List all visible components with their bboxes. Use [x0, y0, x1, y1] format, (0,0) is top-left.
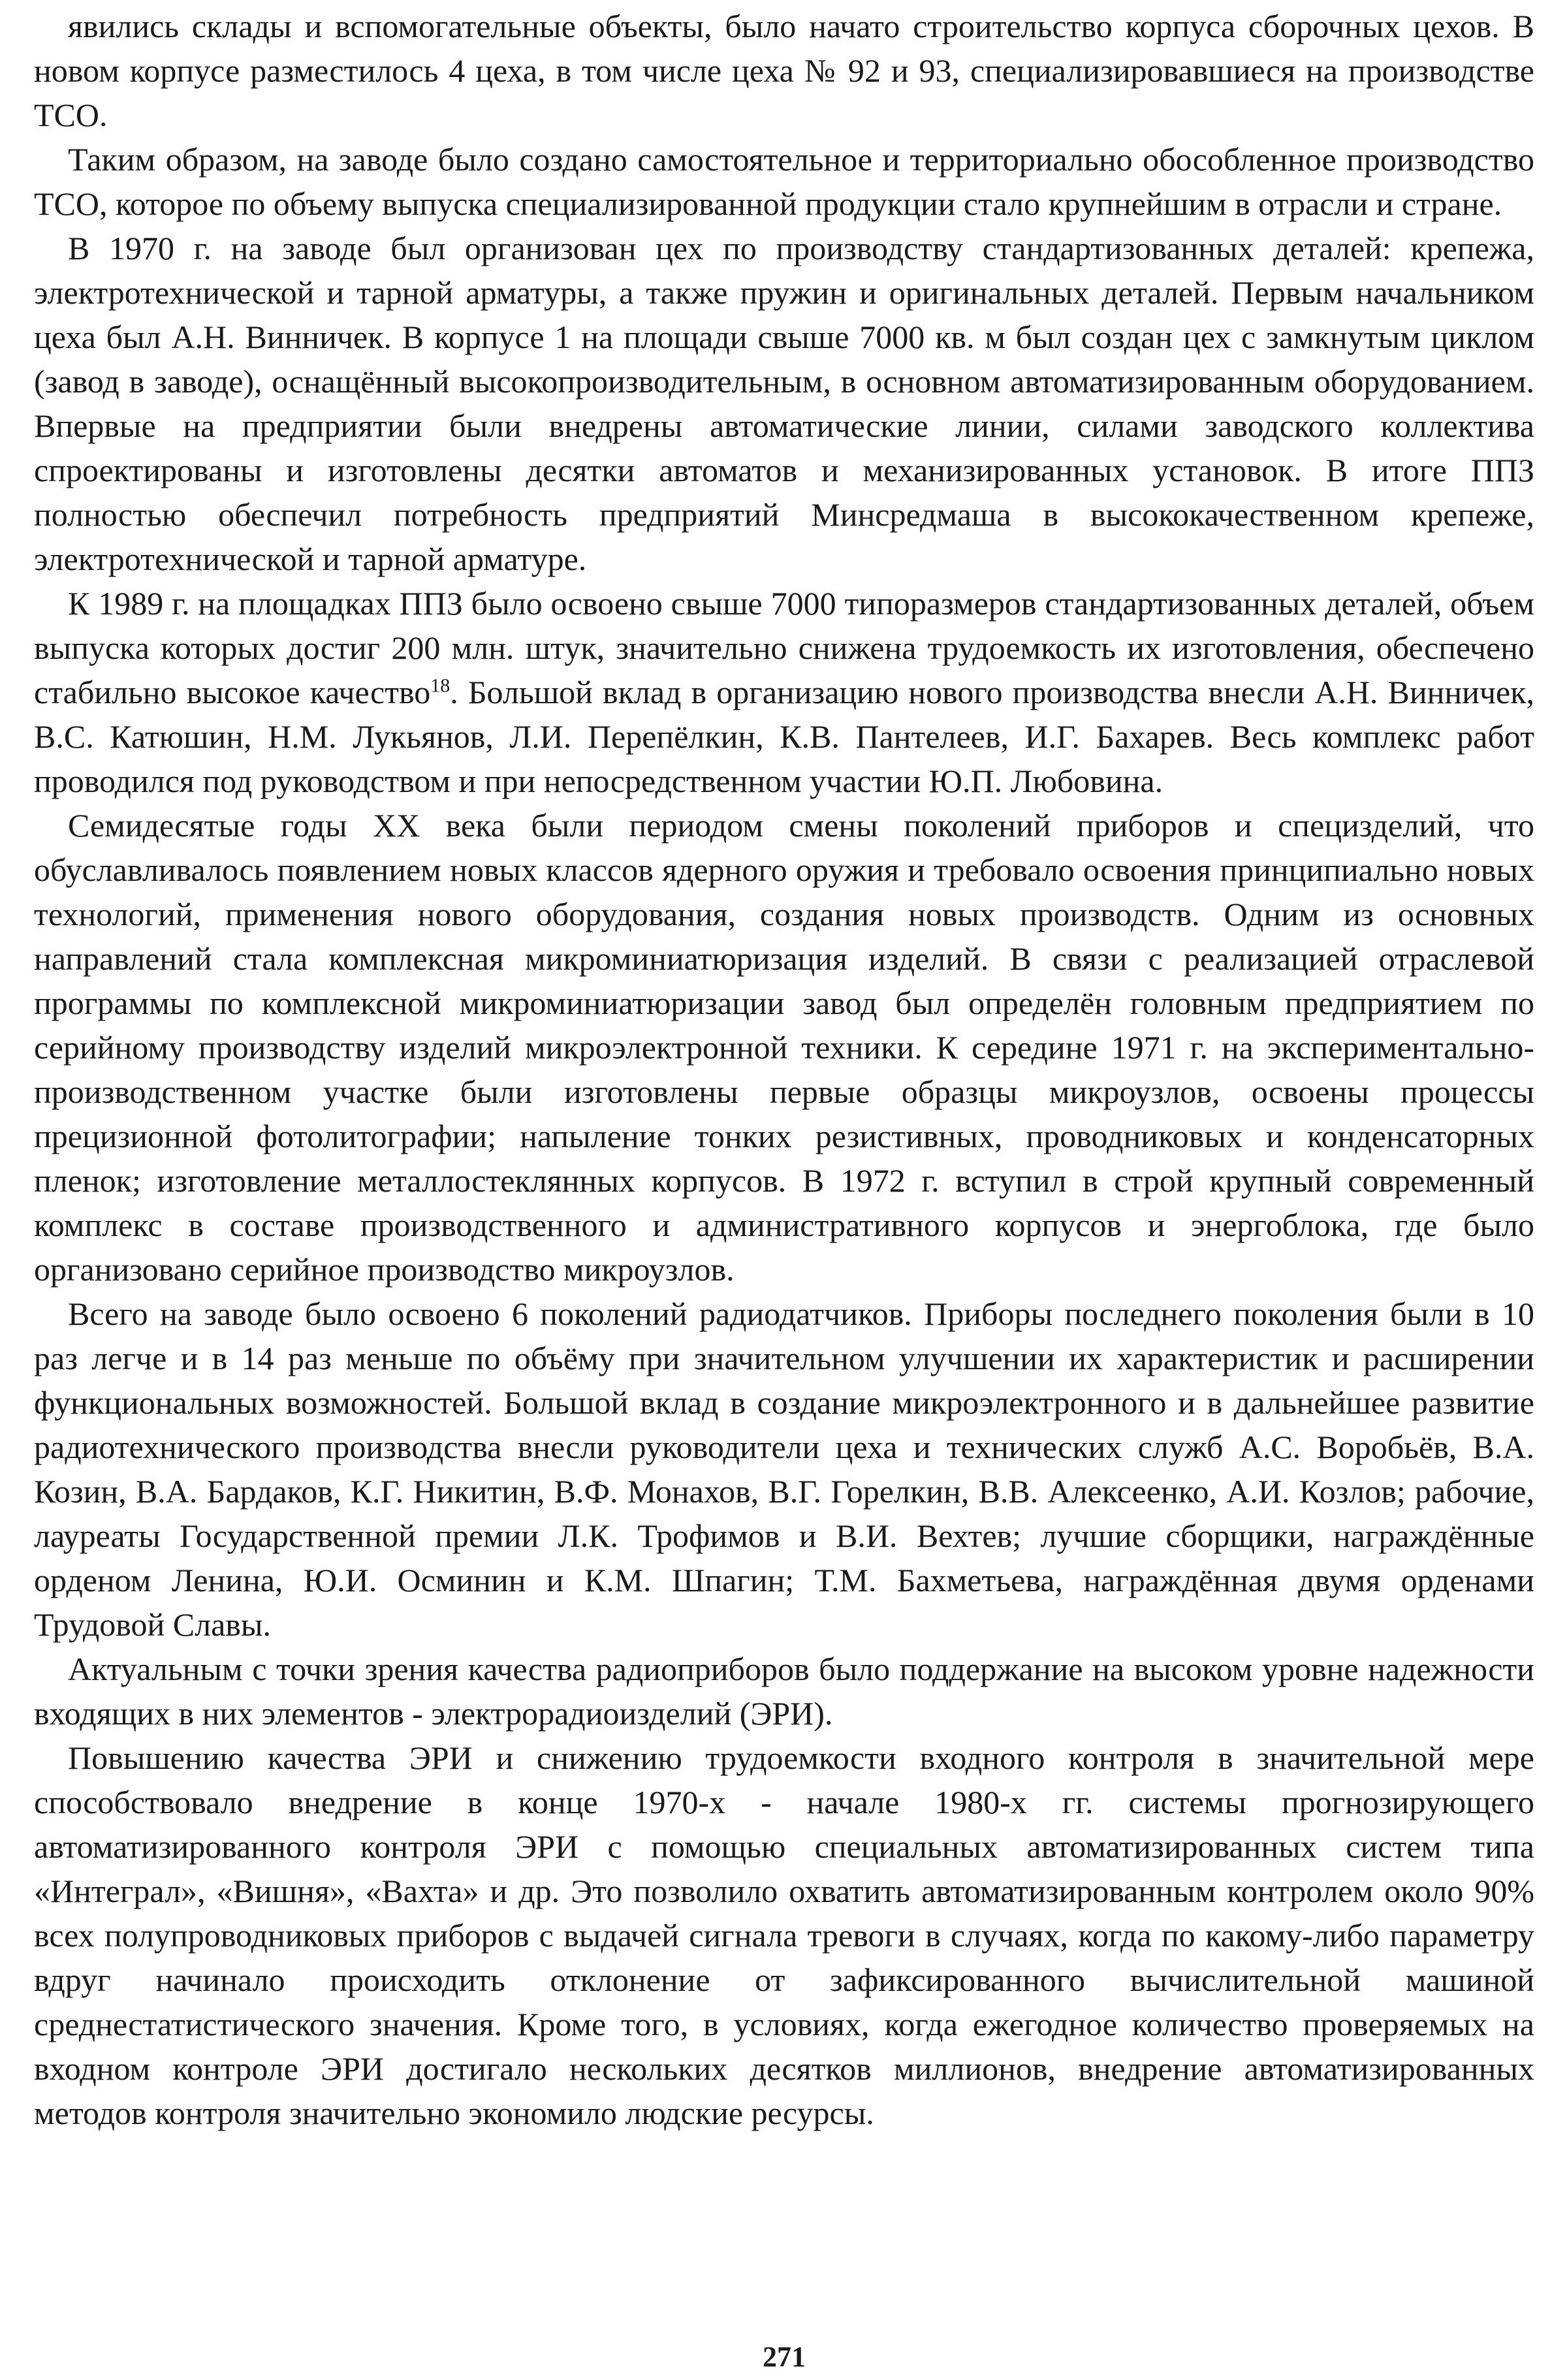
paragraph: В 1970 г. на заводе был организован цех по производству стандартизованных деталей: крепежа, электротехнической и тарной арматуры, а также пружин и оригинальных деталей. Первым начальником цеха был А.Н. Винничек. В корпусе 1 на площади свыше 7000 кв. м был создан цех с замкнутым циклом (завод в заводе), оснащённый высокопроизводительным, в основном автоматизированным оборудованием. Впервые на предприятии были внедрены автоматические линии, силами заводского коллектива спроектированы и изготовлены десятки автоматов и механизированных установок. В итоге ППЗ полностью обеспечил потребность предприятий Минсредмаша в высококачественном крепеже, электротехнической и тарной арматуре.	[34, 230, 1534, 577]
paragraph-text: К 1989 г. на площадках ППЗ было освоено свыше 7000 типоразмеров стандартизованных деталей, объем выпуска которых достиг 200 млн. штук, значительно снижена трудоемкость их изготовления, обеспечено стабильно высокое качество	[34, 585, 1534, 710]
paragraph	[34, 581, 1534, 803]
paragraph: Таким образом, на заводе было создано самостоятельное и территориально обособленное производство ТСО, которое по объему выпуска специализированной продукции стало крупнейшим в отрасли и стране.	[34, 141, 1534, 222]
paragraph: явились склады и вспомогательные объекты, было начато строительство корпуса сборочных цехов. В новом корпусе разместилось 4 цеха, в том числе цеха № 92 и 93, специализировавшиеся на производстве ТСО.	[34, 8, 1534, 133]
paragraph-text: . Большой вклад в организацию нового производства внесли А.Н. Винничек, В.С. Катюшин, Н.М. Лукьянов, Л.И. Перепёлкин, К.В. Пантелеев, И.Г. Бахарев. Весь комплекс работ проводился под руководством и при непосредственном участии Ю.П. Любовина.	[34, 674, 1535, 799]
paragraph: Актуальным с точки зрения качества радиоприборов было поддержание на высоком уровне надежности входящих в них элементов - электрорадиоизделий (ЭРИ).	[34, 1651, 1534, 1732]
page-body-text	[34, 4, 1534, 2135]
page-number: 271	[763, 2341, 806, 2373]
footnote-reference[interactable]: 18	[430, 674, 451, 697]
paragraph: Семидесятые годы XX века были периодом смены поколений приборов и специзделий, что обуславливалось появлением новых классов ядерного оружия и требовало освоения принципиально новых технологий, применения нового оборудования, создания новых производств. Одним из основных направлений стала комплексная микроминиатюризация изделий. В связи с реализацией отраслевой программы по комплексной микроминиатюризации завод был определён головным предприятием по серийному производству изделий микроэлектронной техники. К середине 1971 г. на экспериментально-производственном участке были изготовлены первые образцы микроузлов, освоены процессы прецизионной фотолитографии; напыление тонких резистивных, проводниковых и конденсаторных пленок; изготовление металлостеклянных корпусов. В 1972 г. вступил в строй крупный современный комплекс в составе производственного и административного корпусов и энергоблока, где было организовано серийное производство микроузлов.	[34, 807, 1534, 1288]
paragraph: Повышению качества ЭРИ и снижению трудоемкости входного контроля в значительной мере способствовало внедрение в конце 1970-х - начале 1980-х гг. системы прогнозирующего автоматизированного контроля ЭРИ с помощью специальных автоматизированных систем типа «Интеграл», «Вишня», «Вахта» и др. Это позволило охватить автоматизированным контролем около 90% всех полупроводниковых приборов с выдачей сигнала тревоги в случаях, когда по какому-либо параметру вдруг начинало происходить отклонение от зафиксированного вычислительной машиной среднестатистического значения. Кроме того, в условиях, когда ежегодное количество проверяемых на входном контроле ЭРИ достигало нескольких десятков миллионов, внедрение автоматизированных методов контроля значительно экономило людские ресурсы.	[34, 1739, 1534, 2131]
paragraph: Всего на заводе было освоено 6 поколений радиодатчиков. Приборы последнего поколения были в 10 раз легче и в 14 раз меньше по объёму при значительном улучшении их характеристик и расширении функциональных возможностей. Большой вклад в создание микроэлектронного и в дальнейшее развитие радиотехнического производства внесли руководители цеха и технических служб А.С. Воробьёв, В.А. Козин, В.А. Бардаков, К.Г. Никитин, В.Ф. Монахов, В.Г. Горелкин, В.В. Алексеенко, А.И. Козлов; рабочие, лауреаты Государственной премии Л.К. Трофимов и В.И. Вехтев; лучшие сборщики, награждённые орденом Ленина, Ю.И. Осминин и К.М. Шпагин; Т.М. Бахметьева, награждённая двумя орденами Трудовой Славы.	[34, 1295, 1534, 1643]
